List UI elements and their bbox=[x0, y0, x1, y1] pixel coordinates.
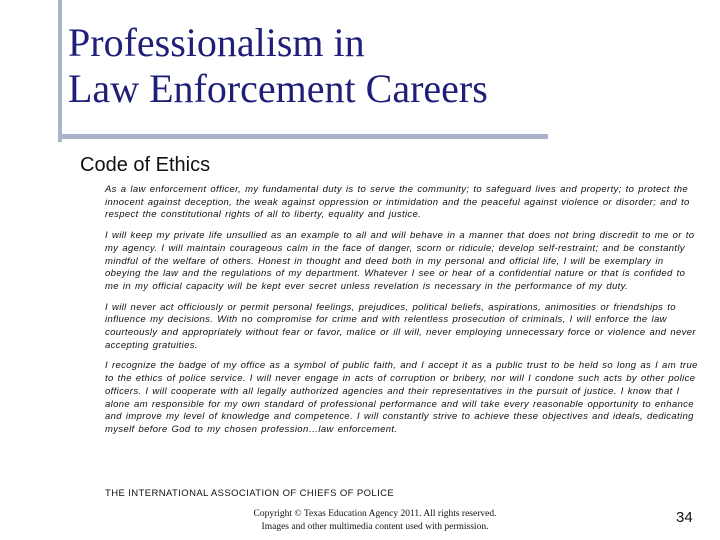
slide-title-line-1: Professionalism in bbox=[68, 20, 365, 65]
slide-title bbox=[68, 20, 688, 112]
ethics-paragraph-2: I will keep my private life unsullied as an example to all and will behave in a manner that does not bring discredit to me or to my agency. I will maintain courageous calm in the face of danger, scorn or ridicule; develop self-restraint; and be constantly mindful of the welfare of others. Honest in thought and deed both in my personal and official life, I will be exemplary in obeying the law and the regulations of my department. Whatever I see or hear of a confidential nature or that is confided to me in my official capacity will be kept ever secret unless revelation is necessary in the performance of my duty. bbox=[105, 230, 695, 292]
copyright-notice bbox=[230, 508, 520, 534]
title-underline-rule bbox=[62, 134, 548, 139]
code-of-ethics-body bbox=[105, 184, 703, 445]
copyright-line-1: Copyright © Texas Education Agency 2011. All rights reserved. bbox=[253, 509, 497, 519]
attribution: THE INTERNATIONAL ASSOCIATION OF CHIEFS OF POLICE bbox=[105, 488, 395, 499]
ethics-paragraph-3: I will never act officiously or permit personal feelings, prejudices, political beliefs, aspirations, animosities or friendships to influence my decisions. With no compromise for crime and with relentless prosecution of criminals, I will enforce the law courteously and appropriately without fear or favor, malice or ill will, never employing unnecessary force or violence and never accepting gratuities. bbox=[105, 301, 696, 351]
page-number: 34 bbox=[676, 509, 693, 526]
left-accent-rule bbox=[58, 0, 62, 142]
section-heading: Code of Ethics bbox=[80, 154, 211, 176]
ethics-paragraph-4: I recognize the badge of my office as a symbol of public faith, and I accept it as a public trust to be held so long as I am true to the ethics of police service. I will never engage in acts of corruption or bribery, nor will I condone such acts by other police officers. I will cooperate with all legally authorized agencies and their representatives in the pursuit of justice. I know that I alone am responsible for my own standard of professional performance and will take every reasonable opportunity to enhance and improve my level of knowledge and competence. I will constantly strive to achieve these objectives and ideals, dedicating myself before God to my chosen profession…law enforcement. bbox=[105, 360, 698, 435]
copyright-line-2: Images and other multimedia content used with permission. bbox=[261, 522, 489, 532]
slide-title-line-2: Law Enforcement Careers bbox=[68, 66, 488, 111]
ethics-paragraph-1: As a law enforcement officer, my fundamental duty is to serve the community; to safeguard lives and property; to protect the innocent against deception, the weak against oppression or intimidation and the peaceful against violence or disorder; and to respect the constitutional rights of all to liberty, equality and justice. bbox=[105, 184, 690, 221]
